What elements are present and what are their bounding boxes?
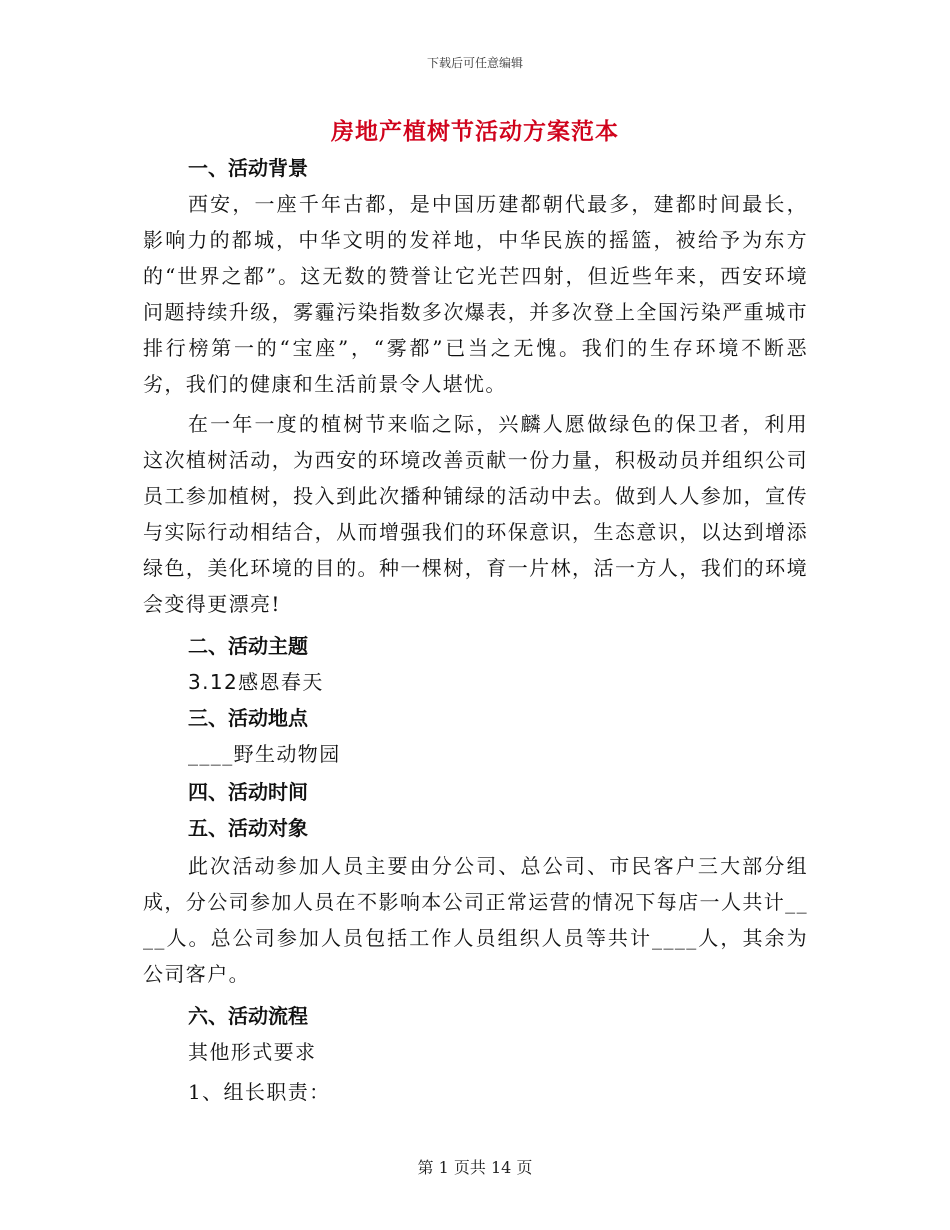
process-line-1: 其他形式要求 bbox=[188, 1040, 317, 1064]
section-heading-process: 六、活动流程 bbox=[188, 1004, 308, 1028]
document-title: 房地产植树节活动方案范本 bbox=[331, 118, 619, 145]
location-text: ____野生动物园 bbox=[188, 742, 341, 766]
section-heading-background: 一、活动背景 bbox=[188, 156, 308, 180]
process-line-2: 1、组长职责： bbox=[188, 1080, 331, 1104]
background-paragraph-1: 西安，一座千年古都，是中国历建都朝代最多，建都时间最长，影响力的都城，中华文明的发祥地，中华民族的摇篮，被给予为东方的“世界之都”。这无数的赞誉让它光芒四射，但近些年来，西安环境问题持续升级，雾霾污染指数多次爆表，并多次登上全国污染严重城市排行榜第一的“宝座”，“雾都”已当之无愧。我们的生存环境不断恶劣，我们的健康和生活前景令人堪忧。 bbox=[143, 192, 808, 396]
section-heading-participants: 五、活动对象 bbox=[188, 816, 308, 840]
theme-text: 3.12感恩春天 bbox=[188, 670, 324, 694]
section-heading-location: 三、活动地点 bbox=[188, 706, 308, 730]
section-heading-time: 四、活动时间 bbox=[188, 780, 308, 804]
header-note: 下载后可任意编辑 bbox=[426, 56, 523, 70]
participants-paragraph: 此次活动参加人员主要由分公司、总公司、市民客户三大部分组成，分公司参加人员在不影响本公司正常运营的情况下每店一人共计____人。总公司参加人员包括工作人员组织人员等共计____人，其余为公司客户。 bbox=[143, 854, 808, 986]
document-body bbox=[143, 150, 808, 1110]
background-paragraph-2: 在一年一度的植树节来临之际，兴麟人愿做绿色的保卫者，利用这次植树活动，为西安的环境改善贡献一份力量，积极动员并组织公司员工参加植树，投入到此次播种铺绿的活动中去。做到人人参加，宣传与实际行动相结合，从而增强我们的环保意识，生态意识，以达到增添绿色，美化环境的目的。种一棵树，育一片林，活一方人，我们的环境会变得更漂亮! bbox=[143, 412, 808, 616]
section-heading-theme: 二、活动主题 bbox=[188, 634, 308, 658]
page-footer: 第 1 页共 14 页 bbox=[417, 1158, 533, 1177]
